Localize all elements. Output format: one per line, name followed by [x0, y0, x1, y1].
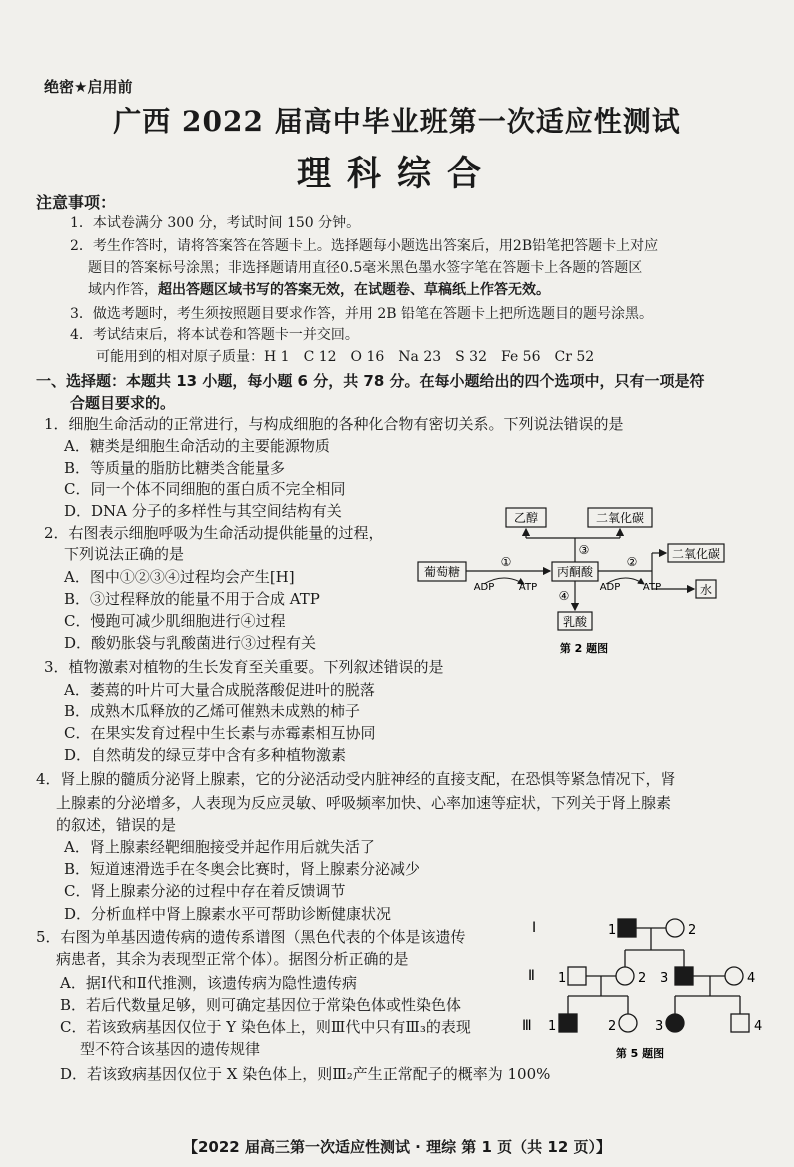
- gen-iii-3-affected-female: [666, 1014, 684, 1032]
- co2-right-label: 二氧化碳: [671, 547, 721, 561]
- figure-5-caption: 第 5 题图: [615, 1047, 665, 1060]
- q5-stem-2: 病患者，其余为表现型正常个体）。据图分析正确的是: [56, 950, 409, 968]
- q2-option-c: C．慢跑可减少肌细胞进行④过程: [64, 612, 286, 630]
- cell-respiration-diagram: [412, 500, 730, 662]
- q1-option-b: B．等质量的脂肪比糖类含能量多: [64, 459, 286, 477]
- q1-stem: 1．细胞生命活动的正常进行，与构成细胞的各种化合物有密切关系。下列说法错误的是: [44, 415, 624, 433]
- notice-heading: 注意事项：: [36, 193, 117, 212]
- step-3-label: ③: [578, 543, 590, 557]
- gen-i-1-number: 1: [608, 923, 617, 938]
- notice-item-4: 4．考试结束后，将本试卷和答题卡一并交回。: [70, 327, 359, 343]
- q4-stem-2: 上腺素的分泌增多，人表现为反应灵敏、呼吸频率加快、心率加速等症状，下列关于肾上腺素: [56, 794, 672, 812]
- ethanol-label: 乙醇: [513, 511, 539, 525]
- gen-ii-2-number: 2: [638, 971, 647, 986]
- q5-option-c-cont: 型不符合该基因的遗传规律: [80, 1040, 261, 1058]
- q2-option-b: B．③过程释放的能量不用于合成 ATP: [64, 590, 320, 608]
- notice-item-2: 2．考生作答时，请将答案答在答题卡上。选择题每小题选出答案后，用2B铅笔把答题卡上对应: [70, 238, 659, 254]
- gen-ii-1-number: 1: [558, 971, 567, 986]
- gen-ii-2-normal-female: [616, 967, 634, 985]
- gen-ii-4-normal-female: [725, 967, 743, 985]
- adp-label-1: ADP: [473, 582, 495, 593]
- gen-ii-3-affected-male: [675, 967, 693, 985]
- pedigree-chart: [520, 910, 774, 1066]
- pyruvate-label: 丙酮酸: [556, 565, 594, 579]
- q2-option-a: A．图中①②③④过程均会产生[H]: [64, 568, 295, 586]
- q4-option-a: A．肾上腺素经靶细胞接受并起作用后就失活了: [64, 838, 375, 856]
- q2-stem-1: 2．右图表示细胞呼吸为生命活动提供能量的过程，: [44, 524, 384, 542]
- q4-option-d: D．分析血样中肾上腺素水平可帮助诊断健康状况: [64, 905, 392, 923]
- q1-option-a: A．糖类是细胞生命活动的主要能源物质: [64, 437, 330, 455]
- gen-iii-4-number: 4: [754, 1019, 763, 1034]
- glucose-label: 葡萄糖: [423, 565, 461, 579]
- water-label: 水: [699, 583, 713, 597]
- gen-i-2-normal-female: [666, 919, 684, 937]
- gen-iii-1-number: 1: [548, 1019, 557, 1034]
- gen-ii-3-number: 3: [660, 971, 669, 986]
- gen-i-1-affected-male: [618, 919, 636, 937]
- step-1-label: ①: [500, 555, 512, 569]
- q1-option-c: C．同一个体不同细胞的蛋白质不完全相同: [64, 480, 346, 498]
- page-footer: 【2022 届高三第一次适应性测试 · 理综 第 1 页（共 12 页）】: [182, 1138, 612, 1156]
- figure-2-caption: 第 2 题图: [559, 642, 609, 655]
- generation-ii-label: Ⅱ: [528, 968, 535, 984]
- confidential-label: 绝密★启用前: [44, 78, 133, 96]
- lactate-label: 乳酸: [562, 615, 588, 629]
- q4-option-c: C．肾上腺素分泌的过程中存在着反馈调节: [64, 882, 346, 900]
- q4-stem-1: 4．肾上腺的髓质分泌肾上腺素，它的分泌活动受内脏神经的直接支配，在恐惧等紧急情况下，肾: [36, 770, 676, 788]
- q5-stem-1: 5．右图为单基因遗传病的遗传系谱图（黑色代表的个体是该遗传: [36, 928, 466, 946]
- notice-item-2-cont: 题目的答案标号涂黑；非选择题请用直径0.5毫米黑色墨水签字笔在答题卡上各题的答题区: [88, 260, 643, 276]
- q3-option-d: D．自然萌发的绿豆芽中含有多种植物激素: [64, 746, 347, 764]
- exam-subject: 理科综合: [297, 154, 497, 194]
- gen-ii-4-number: 4: [747, 971, 756, 986]
- q3-option-c: C．在果实发育过程中生长素与赤霉素相互协同: [64, 724, 376, 742]
- q3-option-a: A．萎蔫的叶片可大量合成脱落酸促进叶的脱落: [64, 681, 375, 699]
- notice-item-1: 1．本试卷满分 300 分，考试时间 150 分钟。: [70, 215, 361, 231]
- generation-iii-label: Ⅲ: [522, 1018, 532, 1034]
- co2-top-label: 二氧化碳: [595, 511, 645, 525]
- section1-heading-2: 合题目要求的。: [70, 394, 176, 412]
- q4-option-b: B．短道速滑选手在冬奥会比赛时，肾上腺素分泌减少: [64, 860, 421, 878]
- gen-i-2-number: 2: [688, 923, 697, 938]
- notice-item-2-emphasis: 超出答题区域书写的答案无效，在试题卷、草稿纸上作答无效。: [158, 282, 550, 298]
- notice-item-2-text: 域内作答，: [88, 282, 158, 298]
- q2-option-d: D．酸奶胀袋与乳酸菌进行③过程有关: [64, 634, 317, 652]
- notice-item-2-cont2: [88, 279, 550, 299]
- gen-iii-4-normal-male: [731, 1014, 749, 1032]
- q1-option-d: D．DNA 分子的多样性与其空间结构有关: [64, 502, 342, 520]
- gen-ii-1-normal-male: [568, 967, 586, 985]
- generation-i-label: Ⅰ: [532, 920, 537, 936]
- q3-stem: 3．植物激素对植物的生长发育至关重要。下列叙述错误的是: [44, 658, 444, 676]
- q5-option-b: B．若后代数量足够，则可确定基因位于常染色体或性染色体: [60, 996, 462, 1014]
- section1-heading-1: 一、选择题：本题共 13 小题，每小题 6 分，共 78 分。在每小题给出的四个选项中，只有一项是符: [36, 372, 705, 390]
- atp-label-2: ATP: [642, 582, 662, 593]
- q5-option-d: D．若该致病基因仅位于 X 染色体上，则Ⅲ₂产生正常配子的概率为 100%: [60, 1065, 551, 1083]
- q5-option-a: A．据Ⅰ代和Ⅱ代推测，该遗传病为隐性遗传病: [60, 974, 357, 992]
- step-4-label: ④: [558, 589, 570, 603]
- gen-iii-3-number: 3: [655, 1019, 664, 1034]
- gen-iii-2-normal-female: [619, 1014, 637, 1032]
- q3-option-b: B．成熟木瓜释放的乙烯可催熟未成熟的柿子: [64, 702, 361, 720]
- gen-iii-1-affected-male: [559, 1014, 577, 1032]
- q4-stem-3: 的叙述，错误的是: [56, 816, 177, 834]
- notice-item-3: 3．做选考题时，考生须按照题目要求作答，并用 2B 铅笔在答题卡上把所选题目的题号涂黑。: [70, 306, 654, 322]
- atomic-masses: 可能用到的相对原子质量：H 1 C 12 O 16 Na 23 S 32 Fe 56 Cr 52: [96, 349, 595, 365]
- q2-stem-2: 下列说法正确的是: [64, 545, 185, 563]
- q5-option-c: C．若该致病基因仅位于 Y 染色体上，则Ⅲ代中只有Ⅲ₃的表现: [60, 1018, 471, 1036]
- exam-title: 广西 2022 届高中毕业班第一次适应性测试: [113, 105, 681, 138]
- gen-iii-2-number: 2: [608, 1019, 617, 1034]
- step-2-label: ②: [626, 555, 638, 569]
- adp-label-2: ADP: [599, 582, 621, 593]
- atp-label-1: ATP: [518, 582, 538, 593]
